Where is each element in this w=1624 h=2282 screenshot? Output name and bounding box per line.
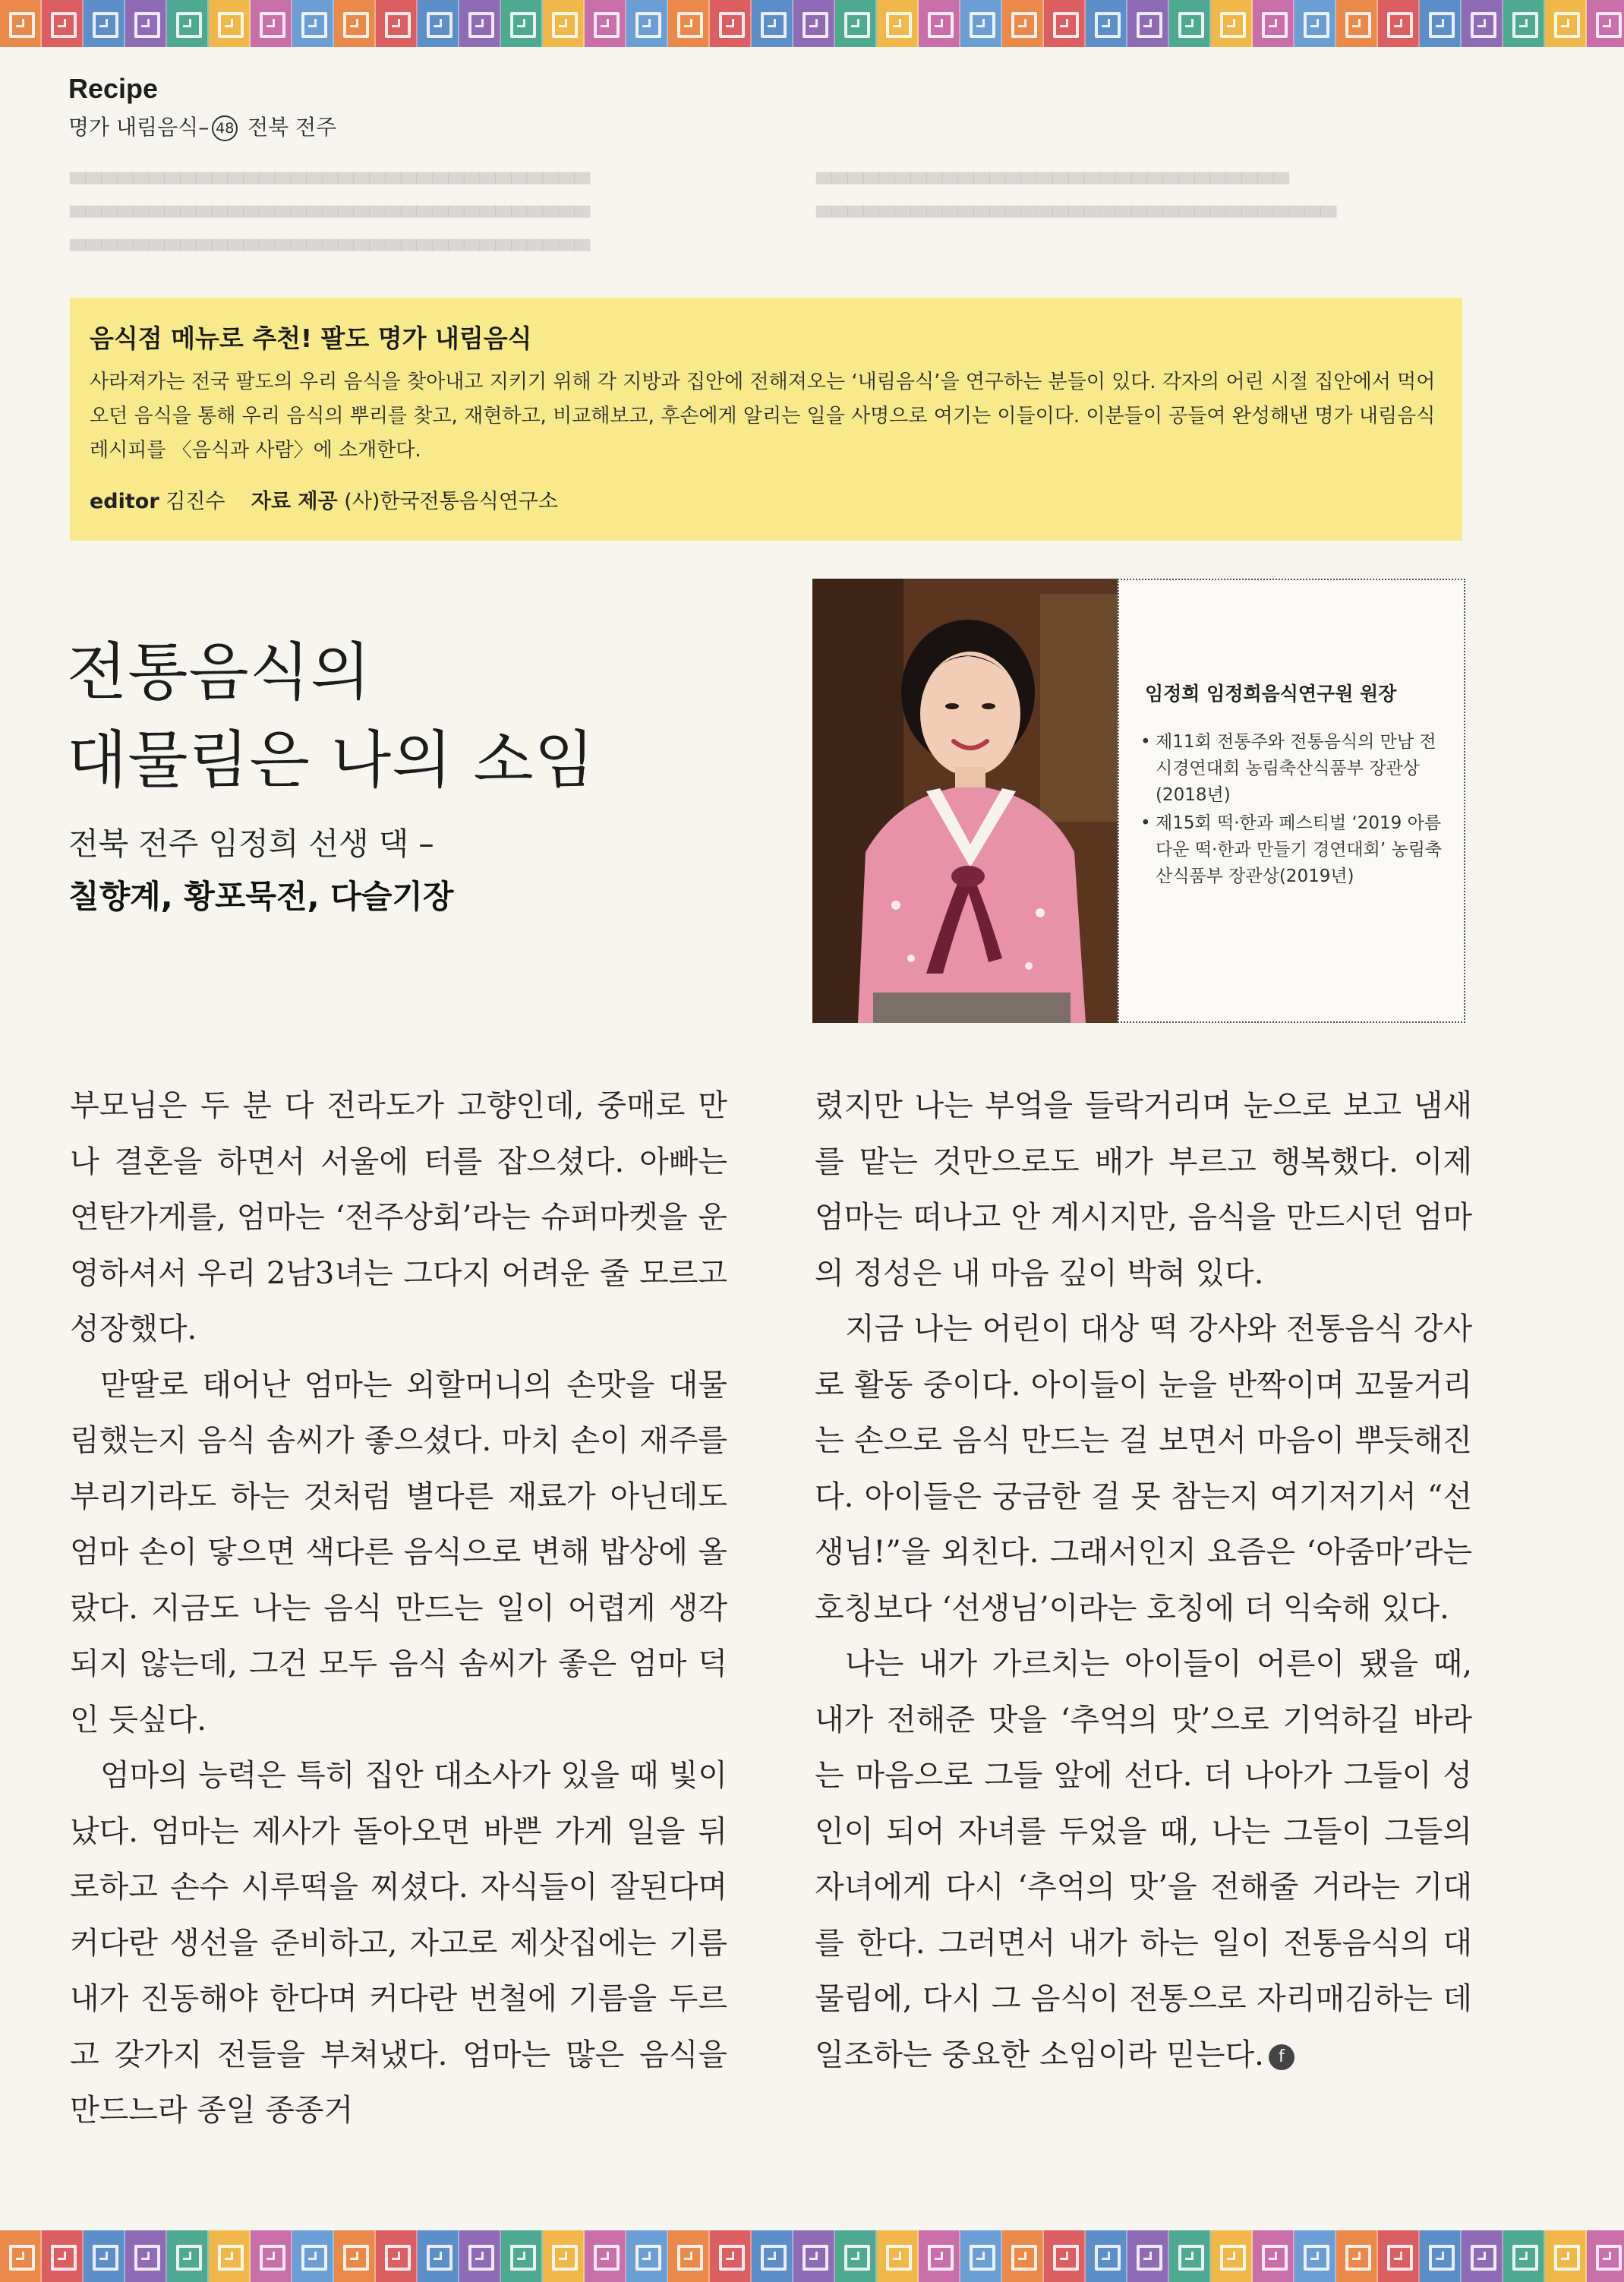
band-tile [1211, 0, 1253, 47]
band-tile [334, 0, 376, 47]
band-tile [501, 2230, 543, 2282]
series-region: 전북 전주 [248, 115, 337, 140]
band-tile [919, 0, 960, 47]
band-tile [668, 0, 710, 47]
band-tile [376, 0, 418, 47]
body-paragraph: 부모님은 두 분 다 전라도가 고향인데, 중매로 만나 결혼을 하면서 서울에 터를 잡으셨다. 아빠는 연탄가게를, 엄마는 ‘전주상회’라는 슈퍼마켓을 운영하셔서 우리 2남3녀는 그다지 어려운 줄 모르고 성장했다. [70, 1088, 727, 1346]
series-title [68, 111, 336, 141]
body-paragraph-text: 나는 내가 가르치는 아이들이 어른이 됐을 때, 내가 전해준 맛을 ‘추억의 맛’으로 기억하길 바라는 마음으로 그들 앞에 선다. 더 나아가 그들이 성인이 되어 자녀를 두었을 때, 나는 그들이 그들의 자녀에게 다시 ‘추억의 맛’을 전해줄 거라는 기대를 한다. 그러면서 내가 하는 일이 전통음식의 대물림에, 다시 그 음식이 전통으로 자리매김하는 데 일조하는 중요한 소임이라 믿는다. [815, 1646, 1472, 2072]
band-tile [1253, 0, 1294, 47]
band-tile [710, 2230, 752, 2282]
credits [90, 484, 1443, 514]
band-tile [585, 2230, 626, 2282]
top-decorative-band [0, 0, 1624, 47]
headline-line-2: 대물림은 나의 소임 [67, 724, 595, 797]
article-headline [67, 629, 595, 805]
bleed-through-text-decoration-right: ▀▀▀▀▀▀▀▀▀▀▀▀▀▀▀▀▀▀▀▀▀▀▀▀▀▀▀▀▀▀ ▀▀▀▀▀▀▀▀▀▀▀▀▀▀▀▀▀▀▀▀▀▀▀▀▀▀▀▀▀▀▀▀▀ [816, 173, 1337, 230]
body-paragraph: 맏딸로 태어난 엄마는 외할머니의 손맛을 대물림했는지 음식 솜씨가 좋으셨다. 마치 손이 재주를 부리기라도 하는 것처럼 별다른 재료가 아닌데도 엄마 손이 닿으면 색다른 음식으로 변해 밥상에 올랐다. 지금도 나는 음식 만드는 일이 어렵게 생각되지 않는데, 그건 모두 음식 솜씨가 좋은 엄마 덕인 듯싶다. [70, 1367, 727, 1738]
profile-award-item: • 제11회 전통주와 전통음식의 만남 전시경연대회 농림축산식품부 장관상(2018년) [1145, 729, 1444, 809]
band-tile [209, 0, 251, 47]
band-tile [1503, 2230, 1545, 2282]
band-tile [752, 0, 793, 47]
band-tile [376, 2230, 418, 2282]
band-tile [1294, 2230, 1336, 2282]
band-tile [334, 2230, 376, 2282]
portrait-illustration [812, 579, 1118, 1023]
band-tile [1127, 2230, 1169, 2282]
band-tile [1503, 0, 1545, 47]
band-tile [459, 0, 501, 47]
band-tile [1378, 2230, 1420, 2282]
series-number: 48 [212, 115, 238, 141]
article-subtitle: 전북 전주 임정희 선생 댁 – [68, 825, 434, 862]
band-tile [543, 2230, 585, 2282]
band-tile [1336, 2230, 1378, 2282]
band-tile [1294, 0, 1336, 47]
band-tile [919, 2230, 960, 2282]
band-tile [1044, 2230, 1086, 2282]
band-tile [1169, 0, 1211, 47]
band-tile [1044, 0, 1086, 47]
band-tile [1587, 2230, 1624, 2282]
band-tile [292, 2230, 334, 2282]
band-tile [1462, 2230, 1503, 2282]
band-tile [418, 0, 459, 47]
band-tile [960, 0, 1002, 47]
source-label: 자료 제공 [251, 490, 338, 513]
profile-name: 임정희 임정희음식연구원 원장 [1145, 683, 1397, 705]
band-tile [1086, 2230, 1127, 2282]
band-tile [0, 0, 42, 47]
band-tile [125, 0, 167, 47]
section-label: Recipe [68, 73, 159, 104]
band-tile [585, 0, 626, 47]
band-tile [1545, 2230, 1587, 2282]
band-tile [125, 2230, 167, 2282]
intro-highlight-box [70, 298, 1462, 541]
band-tile [835, 2230, 877, 2282]
band-tile [1378, 0, 1420, 47]
band-tile [668, 2230, 710, 2282]
series-prefix: 명가 내림음식– [68, 115, 210, 140]
band-tile [84, 0, 125, 47]
bottom-decorative-band [0, 2230, 1624, 2282]
band-tile [543, 0, 585, 47]
band-tile [1420, 2230, 1462, 2282]
band-tile [501, 0, 543, 47]
band-tile [710, 0, 752, 47]
band-tile [292, 0, 334, 47]
band-tile [1545, 0, 1587, 47]
band-tile [960, 2230, 1002, 2282]
band-tile [1211, 2230, 1253, 2282]
band-tile [835, 0, 877, 47]
band-tile [1253, 2230, 1294, 2282]
bleed-through-text-decoration: ▀▀▀▀▀▀▀▀▀▀▀▀▀▀▀▀▀▀▀▀▀▀▀▀▀▀▀▀▀▀▀▀▀ ▀▀▀▀▀▀▀▀▀▀▀▀▀▀▀▀▀▀▀▀▀▀▀▀▀▀▀▀▀▀▀▀▀ ▀▀▀▀▀▀▀▀▀▀▀▀▀▀▀▀▀▀▀▀▀▀▀▀▀▀▀▀▀▀▀▀▀ [70, 173, 591, 264]
band-tile [459, 2230, 501, 2282]
body-paragraph [815, 1637, 1472, 2083]
band-tile [626, 2230, 668, 2282]
band-tile [0, 2230, 42, 2282]
dish-list: 칠향계, 황포묵전, 다슬기장 [68, 878, 454, 915]
headline-line-1: 전통음식의 [67, 636, 372, 709]
band-tile [793, 0, 835, 47]
intro-text: 사라져가는 전국 팔도의 우리 음식을 찾아내고 지키기 위해 각 지방과 집안에 전해져오는 ‘내림음식’을 연구하는 분들이 있다. 각자의 어린 시절 집안에서 먹어오던 음식을 통해 우리 음식의 뿌리를 찾고, 재현하고, 비교해보고, 후손에게 알리는 일을 사명으로 여기는 이들이다. 이분들이 공들여 완성해낸 명가 내림음식 레시피를 〈음식과 사람〉에 소개한다. [90, 371, 1436, 462]
band-tile [1086, 0, 1127, 47]
band-tile [626, 0, 668, 47]
band-tile [1420, 0, 1462, 47]
band-tile [793, 2230, 835, 2282]
profile-award-item: • 제15회 떡·한과 페스티벌 ‘2019 아름다운 떡·한과 만들기 경연대회’ 농림축산식품부 장관상(2019년) [1145, 810, 1444, 890]
band-tile [42, 2230, 84, 2282]
intro-title: 음식점 메뉴로 추천! 팔도 명가 내림음식 [90, 324, 532, 353]
band-tile [251, 2230, 292, 2282]
end-mark-icon: f [1269, 2044, 1294, 2070]
editor-label: editor [90, 490, 159, 513]
band-tile [418, 2230, 459, 2282]
profile-box [1118, 579, 1465, 1023]
band-tile [84, 2230, 125, 2282]
band-tile [1002, 0, 1044, 47]
band-tile [1002, 2230, 1044, 2282]
band-tile [877, 0, 919, 47]
band-tile [877, 2230, 919, 2282]
band-tile [1127, 0, 1169, 47]
band-tile [1462, 0, 1503, 47]
band-tile [752, 2230, 793, 2282]
band-tile [1169, 2230, 1211, 2282]
band-tile [209, 2230, 251, 2282]
body-paragraph: 엄마의 능력은 특히 집안 대소사가 있을 때 빛이 났다. 엄마는 제사가 돌아오면 바쁜 가게 일을 뒤로하고 손수 시루떡을 찌셨다. 자식들이 잘된다며 커다란 생선을 준비하고, 자고로 제삿집에는 기름내가 진동해야 한다며 커다란 번철에 기름을 두르고 갖가지 전들을 부쳐냈다. 엄마는 많은 음식을 만드느라 종일 종종거 [70, 1758, 727, 2128]
band-tile [251, 0, 292, 47]
band-tile [1336, 0, 1378, 47]
band-tile [167, 0, 209, 47]
portrait-photo [812, 579, 1118, 1023]
band-tile [167, 2230, 209, 2282]
band-tile [42, 0, 84, 47]
source-name: (사)한국전통음식연구소 [344, 490, 559, 513]
body-paragraph: 렸지만 나는 부엌을 들락거리며 눈으로 보고 냄새를 맡는 것만으로도 배가 부르고 행복했다. 이제 엄마는 떠나고 안 계시지만, 음식을 만드시던 엄마의 정성은 내 마음 깊이 박혀 있다. [815, 1088, 1472, 1291]
article-body-left-column [70, 1078, 727, 2139]
band-tile [1587, 0, 1624, 47]
article-body-right-column [815, 1078, 1472, 2083]
editor-name: 김진수 [166, 490, 225, 513]
body-paragraph: 지금 나는 어린이 대상 떡 강사와 전통음식 강사로 활동 중이다. 아이들이 눈을 반짝이며 꼬물거리는 손으로 음식 만드는 걸 보면서 마음이 뿌듯해진다. 아이들은 궁금한 걸 못 참는지 여기저기서 “선생님!”을 외친다. 그래서인지 요즘은 ‘아줌마’라는 호칭보다 ‘선생님’이라는 호칭에 더 익숙해 있다. [815, 1311, 1472, 1626]
